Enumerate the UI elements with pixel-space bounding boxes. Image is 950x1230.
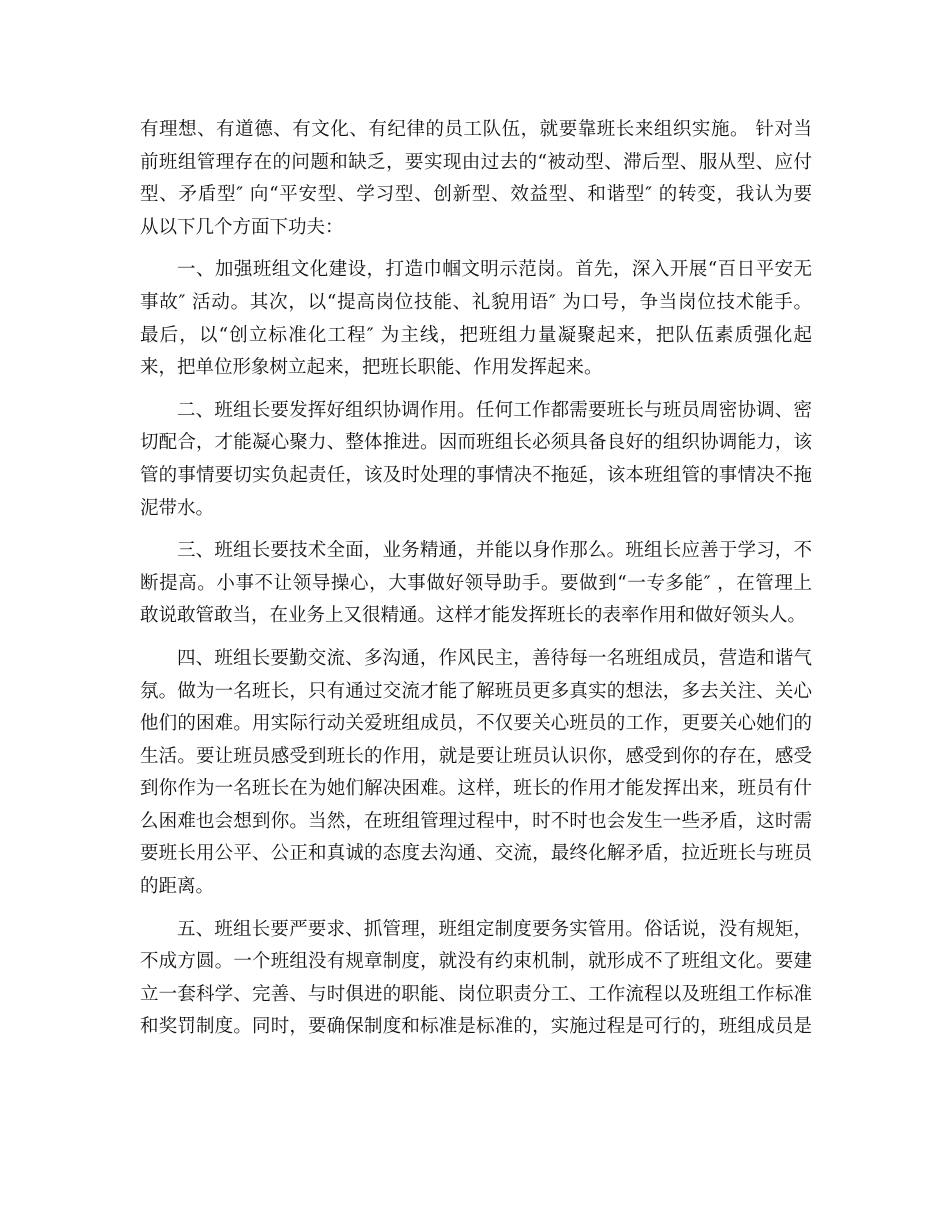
text-line: 断提高。小事不让领导操心，大事做好领导助手。要做到“一专多能″ ，在管理上	[140, 572, 812, 594]
paragraph-three	[140, 535, 812, 633]
text-line: 四、班组长要勤交流、多沟通，作风民主，善待每一名班组成员，营造和谐气	[177, 647, 812, 669]
text-line: 氛。做为一名班长，只有通过交流才能了解班员更多真实的想法，多去关注、关心	[140, 680, 812, 702]
text-line: 三、班组长要技术全面，业务精通，并能以身作那么。班组长应善于学习，不	[177, 540, 812, 562]
paragraph-five	[140, 914, 812, 1044]
text-line: 最后，以“创立标准化工程″ 为主线，把班组力量凝聚起来，把队伍素质强化起	[140, 324, 812, 346]
text-line: 来，把单位形象树立起来，把班长职能、作用发挥起来。	[140, 357, 603, 379]
text-line: 么困难也会想到你。当然，在班组管理过程中，时不时也会发生一些矛盾，这时需	[140, 810, 812, 832]
text-line: 泥带水。	[140, 497, 215, 519]
text-line: 到你作为一名班长在为她们解决困难。这样，班长的作用才能发挥出来，班员有什	[140, 778, 812, 800]
text-line: 型、矛盾型″ 向“平安型、学习型、创新型、效益型、和谐型″ 的转变，我认为要	[140, 184, 812, 206]
paragraph-two	[140, 395, 812, 525]
text-line: 一、加强班组文化建设，打造巾帼文明示范岗。首先，深入开展“百日平安无	[177, 259, 812, 281]
text-line: 不成方圆。一个班组没有规章制度，就没有约束机制，就形成不了班组文化。要建	[140, 951, 812, 973]
text-line: 生活。要让班员感受到班长的作用，就是要让班员认识你，感受到你的存在，感受	[140, 745, 812, 767]
text-line: 敢说敢管敢当，在业务上又很精通。这样才能发挥班长的表率作用和做好领头人。	[140, 605, 807, 627]
paragraph-intro	[140, 114, 812, 244]
paragraph-one	[140, 254, 812, 384]
text-line: 和奖罚制度。同时，要确保制度和标准是标准的，实施过程是可行的，班组成员是	[140, 1016, 812, 1038]
text-line: 要班长用公平、公正和真诚的态度去沟通、交流，最终化解矛盾，拉近班长与班员	[140, 843, 812, 865]
text-line: 管的事情要切实负起责任，该及时处理的事情决不拖延，该本班组管的事情决不拖	[140, 464, 812, 486]
text-line: 前班组管理存在的问题和缺乏，要实现由过去的“被动型、滞后型、服从型、应付	[140, 151, 812, 173]
text-line: 切配合，才能凝心聚力、整体推进。因而班组长必须具备良好的组织协调能力，该	[140, 432, 812, 454]
text-line: 二、班组长要发挥好组织协调作用。任何工作都需要班长与班员周密协调、密	[177, 399, 812, 421]
text-line: 有理想、有道德、有文化、有纪律的员工队伍，就要靠班长来组织实施。 针对当	[140, 119, 812, 140]
text-line: 他们的困难。用实际行动关爱班组成员，不仅要关心班员的工作，更要关心她们的	[140, 713, 812, 735]
paragraph-four	[140, 643, 812, 904]
text-line: 立一套科学、完善、与时俱进的职能、岗位职责分工、工作流程以及班组工作标准	[140, 983, 812, 1005]
text-line: 五、班组长要严要求、抓管理，班组定制度要务实管用。俗话说，没有规矩，	[177, 918, 812, 940]
text-line: 从以下几个方面下功夫：	[140, 216, 344, 238]
text-line: 事故″ 活动。其次，以“提高岗位技能、礼貌用语″ 为口号，争当岗位技术能手。	[140, 291, 812, 313]
text-line: 的距离。	[140, 876, 215, 898]
document-body	[140, 114, 812, 1054]
